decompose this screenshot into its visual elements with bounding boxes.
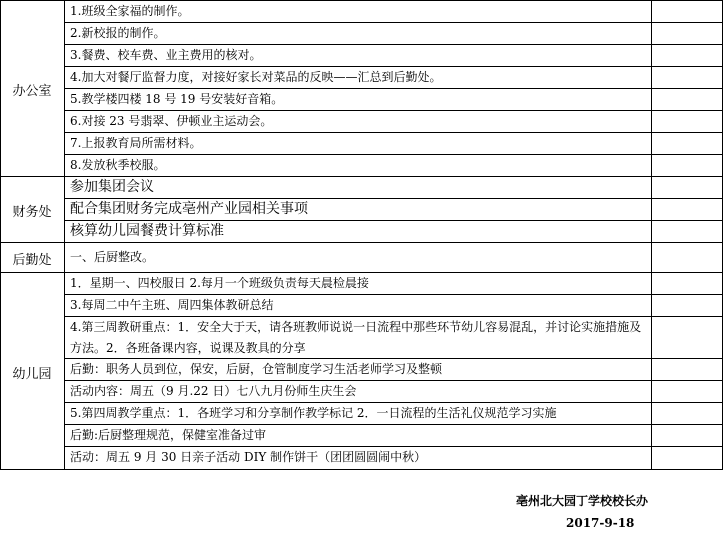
- department-label: 办公室: [12, 84, 52, 99]
- list-item: 7.上报教育局所需材料。: [70, 136, 202, 150]
- section-divider: [0, 242, 723, 243]
- list-item: 后勤：职务人员到位，保安，后厨，仓管制度学习生活老师学习及整顿: [70, 362, 443, 376]
- row-divider: [64, 198, 723, 199]
- list-item: 配合集团财务完成亳州产业园相关事项: [70, 201, 308, 217]
- list-item: 1.班级全家福的制作。: [70, 4, 190, 18]
- row-divider: [64, 294, 723, 295]
- row-divider: [64, 66, 723, 67]
- department-label: 后勤处: [12, 253, 52, 268]
- list-item: 3.每周二中午主班、周四集体教研总结: [70, 298, 274, 312]
- list-item: 8.发放秋季校服。: [70, 158, 166, 172]
- table-border-left: [0, 0, 1, 470]
- row-divider: [64, 402, 723, 403]
- issuing-office: 亳州北大园丁学校校长办: [516, 494, 649, 508]
- list-item: 1．星期一、四校服日 2.每月一个班级负责每天晨检晨接: [70, 276, 369, 290]
- row-divider: [64, 110, 723, 111]
- table-border-right: [722, 0, 723, 470]
- section-divider: [0, 176, 723, 177]
- department-label: 幼儿园: [12, 367, 52, 382]
- row-divider: [64, 132, 723, 133]
- department-label: 财务处: [12, 205, 52, 220]
- section-divider: [0, 272, 723, 273]
- list-item: 5.教学楼四楼 18 号 19 号安装好音箱。: [70, 92, 284, 106]
- list-item: 5.第四周教学重点：1．各班学习和分享制作教学标记 2．一日流程的生活礼仪规范学习实施: [70, 406, 557, 420]
- row-divider: [64, 22, 723, 23]
- column-divider: [64, 0, 65, 470]
- row-divider: [64, 446, 723, 447]
- row-divider: [64, 220, 723, 221]
- table-border-bottom: [0, 469, 723, 470]
- list-item: 核算幼儿园餐费计算标准: [70, 223, 224, 239]
- row-divider: [64, 154, 723, 155]
- table-border-top: [0, 0, 723, 1]
- list-item: 2.新校报的制作。: [70, 26, 166, 40]
- list-item: 6.对接 23 号翡翠、伊顿业主运动会。: [70, 114, 273, 128]
- list-item: 活动内容：周五（9 月.22 日）七八九月份师生庆生会: [70, 384, 357, 398]
- row-divider: [64, 44, 723, 45]
- list-item: 后勤:后厨整理规范，保健室准备过审: [70, 428, 267, 442]
- list-item: 一、后厨整改。: [70, 250, 155, 264]
- issue-date: 2017-9-18: [566, 516, 635, 530]
- column-divider: [651, 0, 652, 470]
- list-item: 4.第三周教研重点：1．安全大于天，请各班教师说说一日流程中那些环节幼儿容易混乱，并讨论实施措施及方法。2．各班备课内容，说课及教具的分享: [70, 320, 642, 355]
- list-item: 3.餐费、校车费、业主费用的核对。: [70, 48, 262, 62]
- list-item: 活动：周五 9 月 30 日亲子活动 DIY 制作饼干（团团圆圆闹中秋）: [70, 450, 427, 464]
- list-item: 4.加大对餐厅监督力度，对接好家长对菜品的反映——汇总到后勤处。: [70, 70, 442, 84]
- row-divider: [64, 380, 723, 381]
- row-divider: [64, 424, 723, 425]
- list-item: 参加集团会议: [70, 179, 154, 195]
- row-divider: [64, 88, 723, 89]
